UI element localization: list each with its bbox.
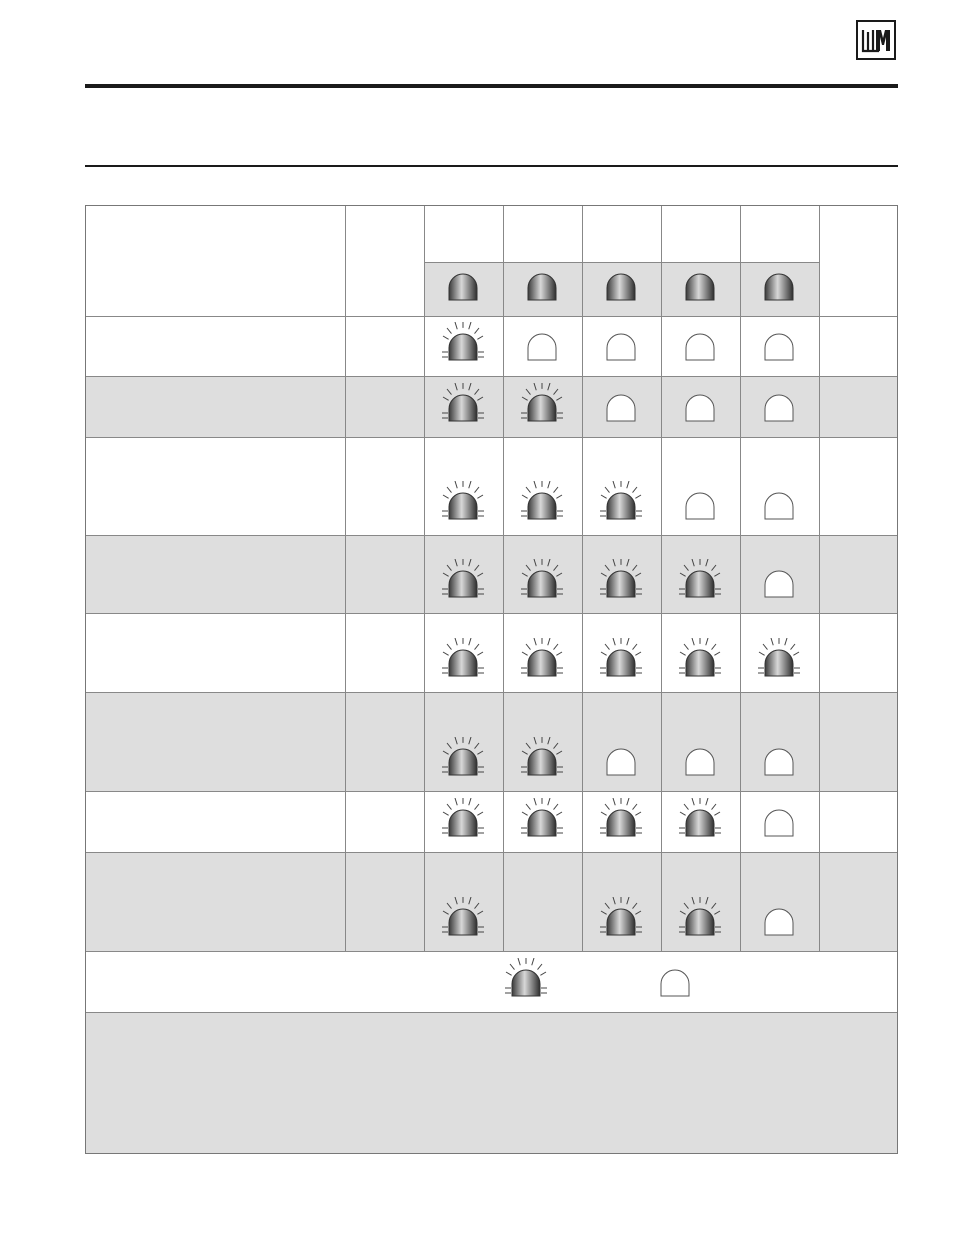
led-off-icon <box>603 393 639 423</box>
led-blinking-icon <box>520 383 564 423</box>
led-blinking-icon <box>599 481 643 521</box>
led-blinking-icon <box>757 638 801 678</box>
led-off-icon <box>682 491 718 521</box>
section-rule <box>85 165 898 167</box>
led-blinking-icon <box>520 638 564 678</box>
led-off-icon <box>761 491 797 521</box>
led-blinking-icon <box>520 798 564 838</box>
led-blinking-icon <box>520 481 564 521</box>
led-blinking-icon <box>678 798 722 838</box>
led-off-icon <box>682 393 718 423</box>
header-led-icon <box>682 272 718 302</box>
column-divider <box>582 206 583 951</box>
led-blinking-icon <box>599 798 643 838</box>
column-divider <box>345 206 346 951</box>
led-blinking-icon <box>520 559 564 599</box>
led-blinking-icon <box>599 638 643 678</box>
column-divider <box>661 206 662 951</box>
led-blinking-icon <box>678 638 722 678</box>
header-led-icon <box>761 272 797 302</box>
led-off-icon <box>761 569 797 599</box>
led-blinking-icon <box>599 897 643 937</box>
led-off-icon <box>761 747 797 777</box>
column-divider <box>503 206 504 951</box>
led-off-icon <box>761 393 797 423</box>
led-off-icon <box>524 332 560 362</box>
led-blinking-icon <box>441 737 485 777</box>
led-blinking-icon <box>441 322 485 362</box>
led-blinking-icon <box>678 559 722 599</box>
led-status-table <box>85 205 898 1154</box>
led-blinking-icon <box>441 383 485 423</box>
led-blinking-icon <box>441 638 485 678</box>
led-off-icon <box>603 747 639 777</box>
led-off-icon <box>761 332 797 362</box>
led-blinking-icon <box>441 897 485 937</box>
column-divider <box>424 206 425 951</box>
led-blinking-icon <box>441 481 485 521</box>
led-blinking-icon <box>599 559 643 599</box>
led-off-icon <box>682 332 718 362</box>
legend-row <box>86 951 897 1012</box>
column-divider <box>819 206 820 951</box>
legend-led-blinking-icon <box>504 958 548 998</box>
led-blinking-icon <box>441 559 485 599</box>
led-blinking-icon <box>520 737 564 777</box>
led-blinking-icon <box>441 798 485 838</box>
wm-logo-icon <box>856 20 896 60</box>
header-led-icon <box>445 272 481 302</box>
header-led-icon <box>603 272 639 302</box>
footer-note-row <box>86 1012 897 1153</box>
header-led-icon <box>524 272 560 302</box>
led-off-icon <box>682 747 718 777</box>
led-off-icon <box>761 907 797 937</box>
led-off-icon <box>603 332 639 362</box>
header-divider <box>424 262 819 263</box>
legend-led-off-icon <box>657 968 693 998</box>
led-blinking-icon <box>678 897 722 937</box>
column-divider <box>740 206 741 951</box>
led-off-icon <box>761 808 797 838</box>
header-rule <box>85 84 898 88</box>
